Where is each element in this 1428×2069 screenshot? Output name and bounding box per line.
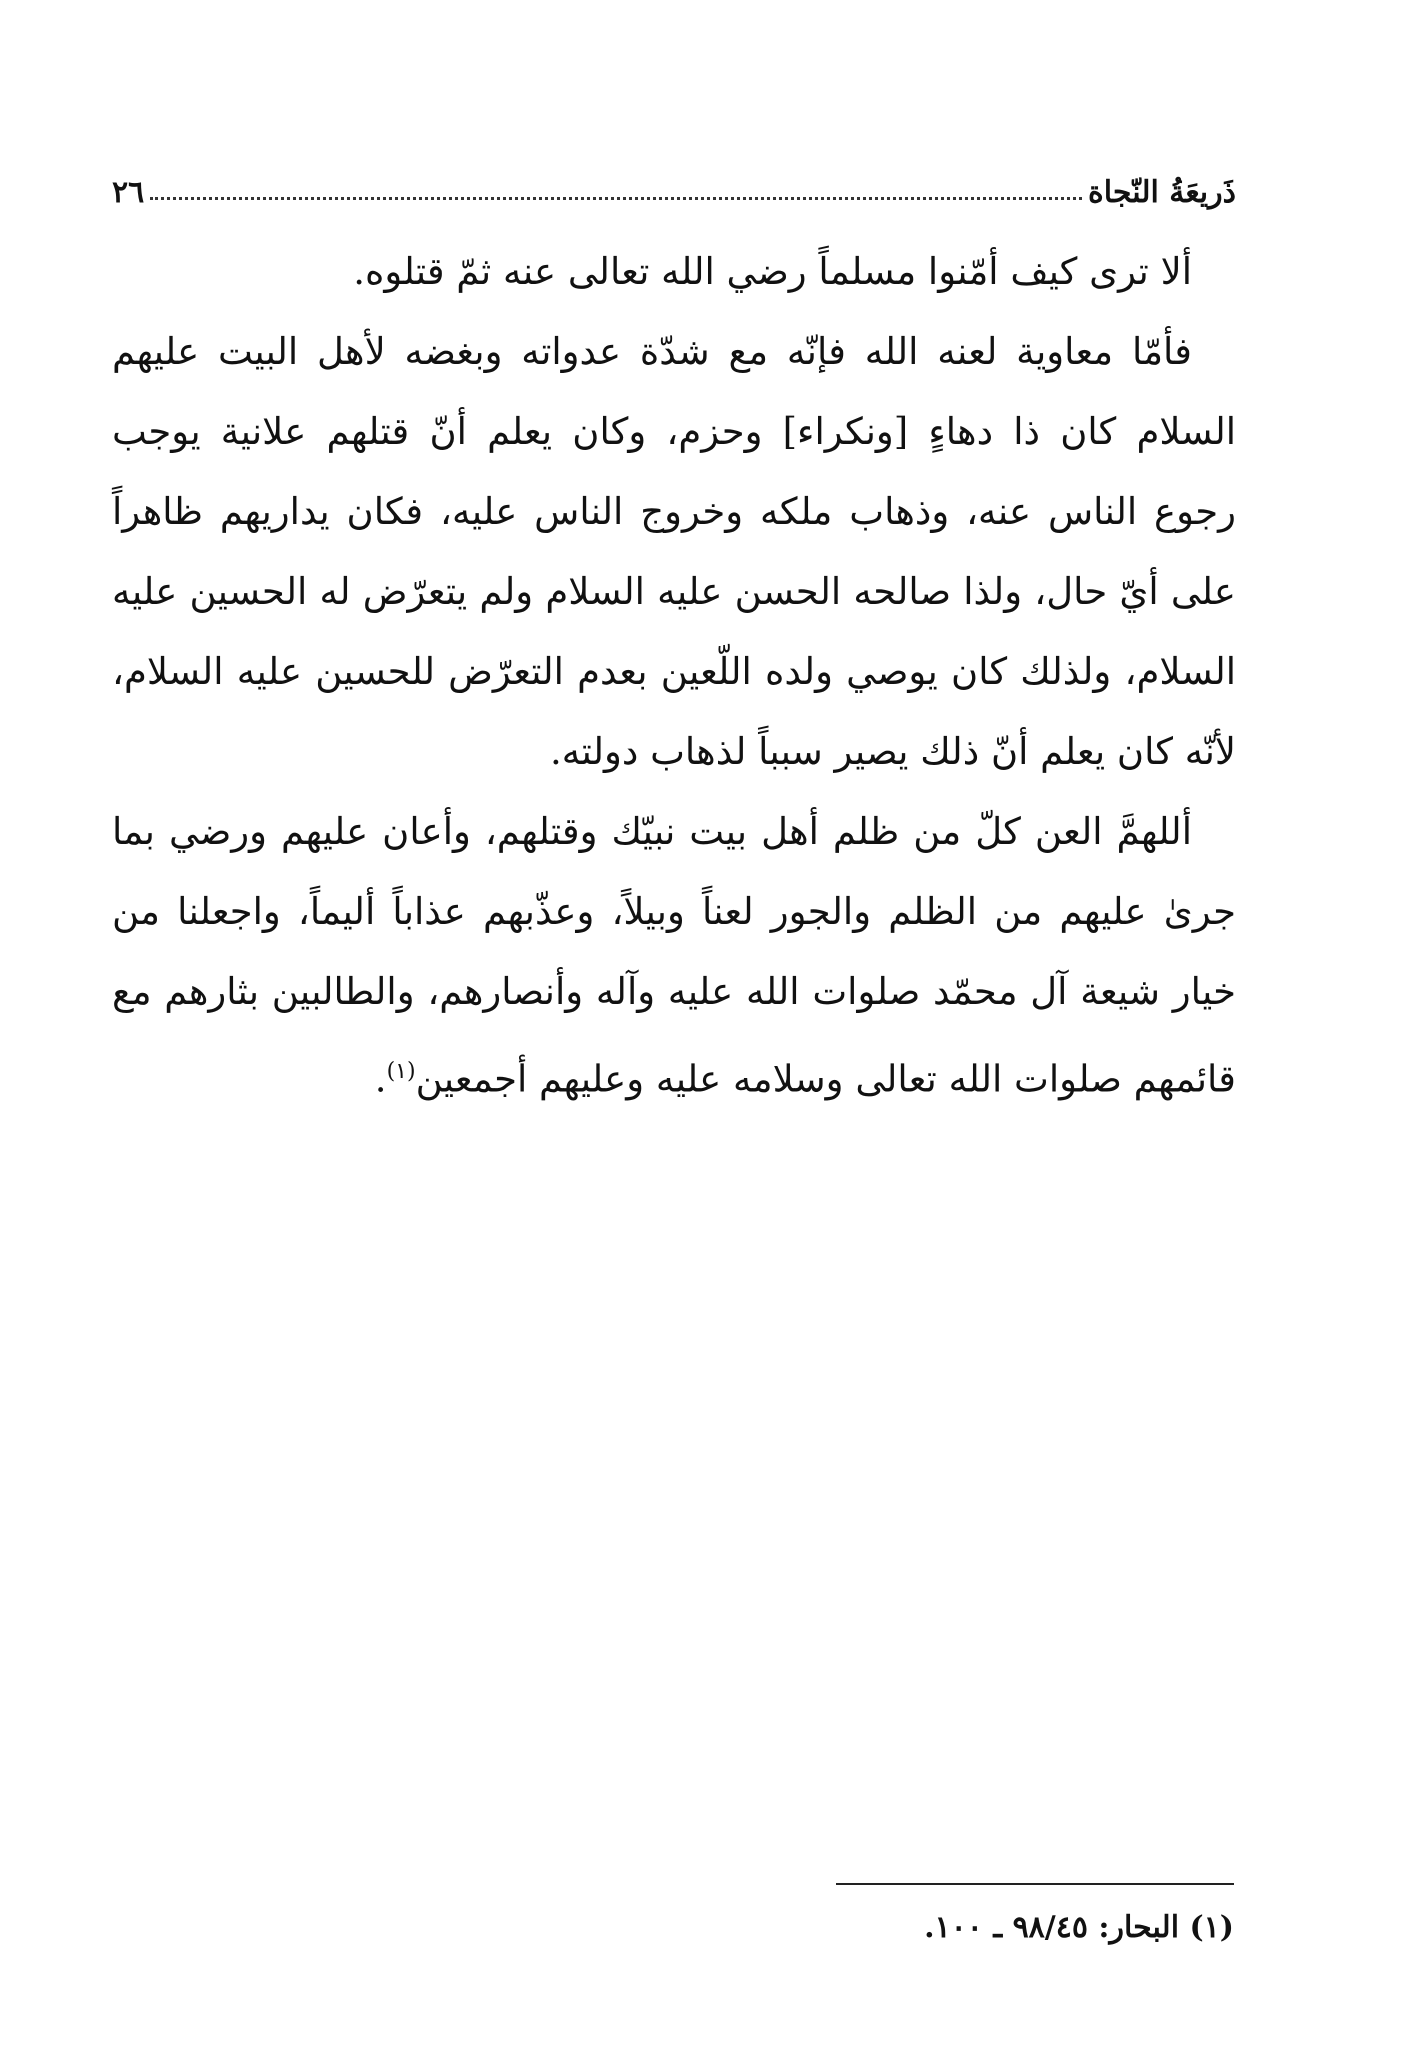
footnote-divider — [836, 1883, 1234, 1885]
header-dot-leader — [150, 197, 1082, 200]
footnote: (١) البحار: ٩٨/٤٥ ـ ١٠٠. — [924, 1910, 1234, 1945]
header-title: ذَريعَةُ النّجاة — [1088, 175, 1236, 210]
footnote-marker: (١) — [386, 1059, 416, 1084]
paragraph-1: ألا ترى كيف أمّنوا مسلماً رضي الله تعالى عنه ثمّ قتلوه. — [353, 250, 1192, 293]
paragraph-3-text: أللهمَّ العن كلّ من ظلم أهل بيت نبيّك وقتلهم، وأعان عليهم ورضي بما جرىٰ عليهم من الظلم والجور لعناً وبيلاً، وعذّبهم عذاباً أليماً، واجعلنا من خيار شيعة آل محمّد صلوات الله عليه وآله وأنصارهم، والطالبين بثارهم مع قائمهم صلوات الله تعالى وسلامه عليه وعليهم أجمعين — [112, 810, 1236, 1101]
body-text — [112, 232, 1236, 1119]
page-number: ٢٦ — [112, 175, 145, 210]
running-header — [112, 160, 1236, 210]
paragraph-2: فأمّا معاوية لعنه الله فإنّه مع شدّة عدواته وبغضه لأهل البيت عليهم السلام كان ذا دهاءٍ [ونكراء] وحزم، وكان يعلم أنّ قتلهم علانية يوجب رجوع الناس عنه، وذهاب ملكه وخروج الناس عليه، فكان يداريهم ظاهراً على أيّ حال، ولذا صالحه الحسن عليه السلام ولم يتعرّض له الحسين عليه السلام، ولذلك كان يوصي ولده اللّعين بعدم التعرّض للحسين عليه السلام، لأنّه كان يعلم أنّ ذلك يصير سبباً لذهاب دولته. — [112, 330, 1236, 773]
paragraph-3-end: . — [374, 1057, 387, 1101]
paragraph-3 — [112, 792, 1236, 1119]
